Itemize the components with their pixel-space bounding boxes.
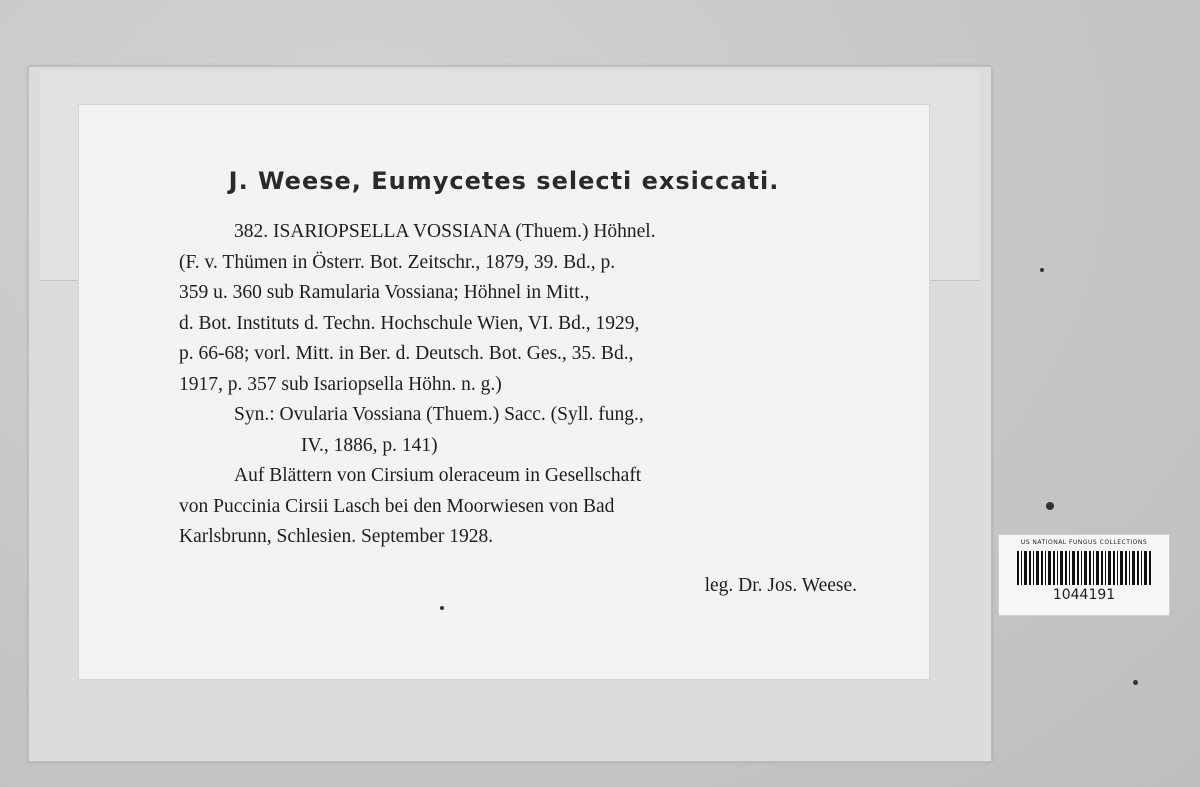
label-line: 1917, p. 357 sub Isariopsella Höhn. n. g.) — [179, 373, 502, 395]
speck — [1046, 502, 1054, 510]
barcode-bars — [1017, 551, 1151, 585]
label-line: Syn.: Ovularia Vossiana (Thuem.) Sacc. (Syll. fung., — [234, 404, 644, 425]
speck — [1040, 268, 1044, 272]
speck — [1133, 680, 1138, 685]
barcode-label — [998, 534, 1170, 616]
label-line: 359 u. 360 sub Ramularia Vossiana; Höhnel in Mitt., — [179, 282, 590, 303]
label-line: Karlsbrunn, Schlesien. September 1928. — [179, 526, 494, 547]
label-text — [179, 217, 859, 553]
label-heading: J. Weese, Eumycetes selecti exsiccati. — [228, 167, 780, 195]
label-line: IV., 1886, p. 141) — [301, 434, 438, 456]
label-line: 382. ISARIOPSELLA VOSSIANA (Thuem.) Höhnel. — [234, 221, 656, 242]
label-line: p. 66-68; vorl. Mitt. in Ber. d. Deutsch. Bot. Ges., 35. Bd., — [179, 343, 634, 364]
collector-line: leg. Dr. Jos. Weese. — [704, 575, 857, 596]
label-line: d. Bot. Instituts d. Techn. Hochschule Wien, VI. Bd., 1929, — [179, 312, 640, 334]
label-line: (F. v. Thümen in Österr. Bot. Zeitschr., 1879, 39. Bd., p. — [179, 251, 616, 273]
label-line: von Puccinia Cirsii Lasch bei den Moorwiesen von Bad — [179, 495, 615, 517]
label-line: Auf Blättern von Cirsium oleraceum in Gesellschaft — [234, 465, 642, 486]
speck — [440, 606, 444, 610]
barcode-caption: US NATIONAL FUNGUS COLLECTIONS — [1020, 539, 1148, 546]
specimen-label — [78, 104, 930, 680]
barcode-number: 1044191 — [1052, 587, 1116, 603]
